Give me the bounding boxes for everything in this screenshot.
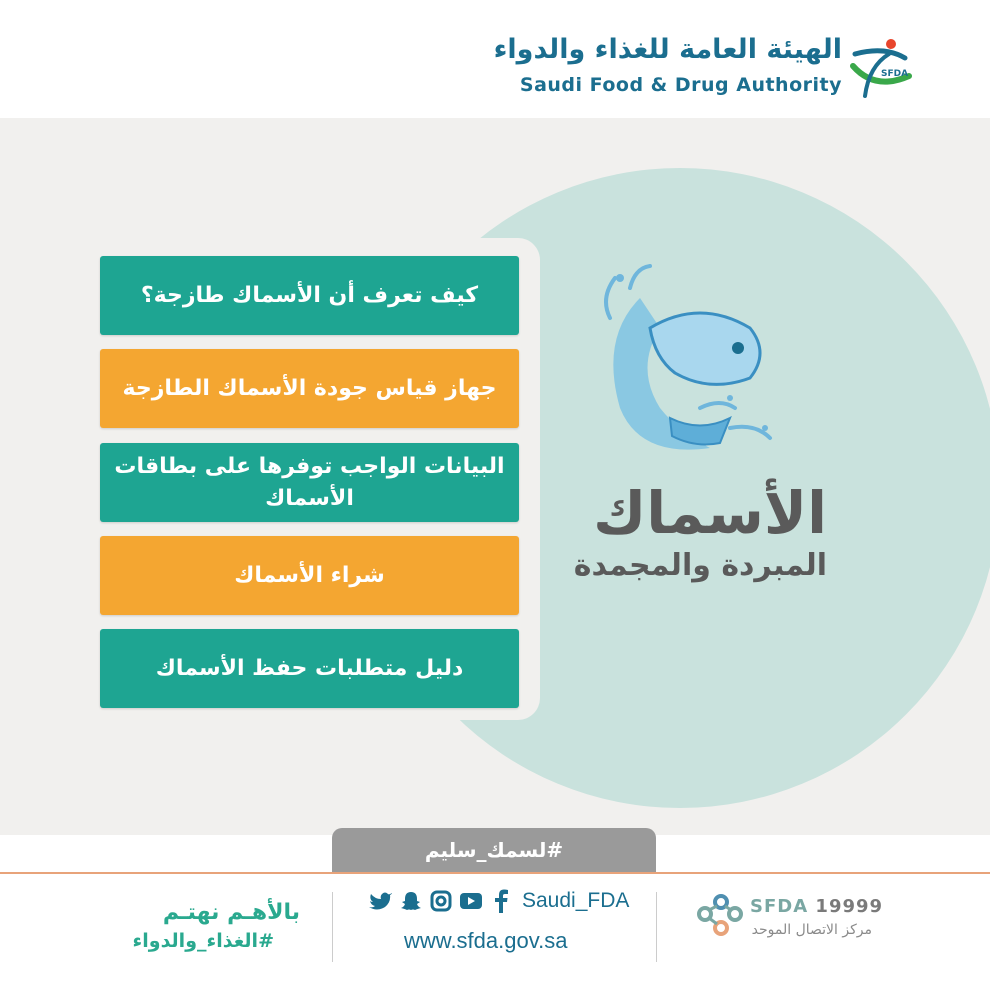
footer-divider: [0, 872, 990, 874]
social-links: [368, 886, 629, 916]
slogan-line1: بالأهـم نهتـم: [162, 900, 300, 925]
call-center-icon: [695, 890, 745, 942]
instagram-icon[interactable]: [428, 888, 454, 914]
svg-text:SFDA: SFDA: [881, 69, 909, 79]
hashtag-tab: #لسمك_سليم: [332, 828, 656, 872]
call-center-brand: SFDA: [750, 896, 809, 917]
org-name-english: Saudi Food & Drug Authority: [519, 74, 842, 96]
page-title: الأسماك: [593, 479, 827, 547]
footer-separator-right: [656, 892, 657, 962]
social-handle[interactable]: Saudi_FDA: [522, 889, 630, 912]
facebook-icon[interactable]: [488, 888, 514, 914]
call-center-number: [750, 896, 883, 917]
youtube-icon[interactable]: [458, 888, 484, 914]
snapchat-icon[interactable]: [398, 888, 424, 914]
fish-splash-icon: [580, 258, 780, 468]
menu-item-buying-fish[interactable]: شراء الأسماك: [100, 536, 519, 615]
menu-item-quality-device[interactable]: جهاز قياس جودة الأسماك الطازجة: [100, 349, 519, 428]
header: [0, 0, 990, 118]
menu-item-fresh-fish[interactable]: كيف تعرف أن الأسماك طازجة؟: [100, 256, 519, 335]
menu-item-storage-guide[interactable]: دليل متطلبات حفظ الأسماك: [100, 629, 519, 708]
website-link[interactable]: www.sfda.gov.sa: [404, 928, 568, 953]
call-center-label: مركز الاتصال الموحد: [751, 922, 872, 938]
footer-separator-left: [332, 892, 333, 962]
slogan-hashtag: #الغذاء_والدواء: [132, 930, 274, 952]
org-name-arabic: الهيئة العامة للغذاء والدواء: [493, 34, 842, 65]
sfda-logo: [845, 36, 915, 102]
twitter-icon[interactable]: [368, 888, 394, 914]
call-center-digits: 19999: [815, 896, 884, 917]
page-subtitle: المبردة والمجمدة: [573, 548, 827, 583]
menu-item-label-data[interactable]: البيانات الواجب توفرها على بطاقات الأسماك: [100, 443, 519, 522]
